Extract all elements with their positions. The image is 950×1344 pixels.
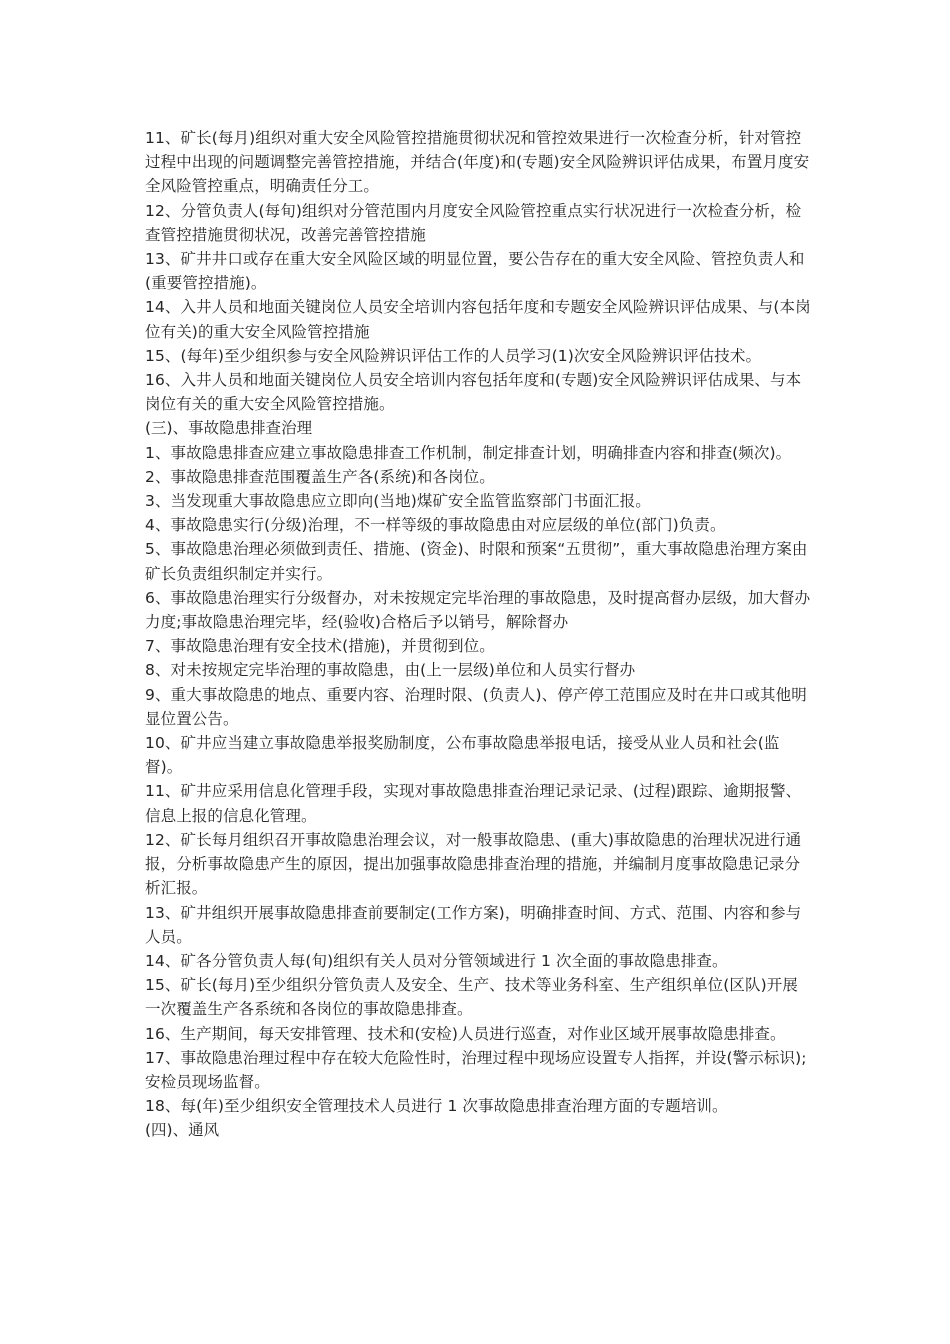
paragraph-item-13-work-plan: 13、矿井组织开展事故隐患排查前要制定(工作方案)，明确排查时间、方式、范围、内容和参与人员。 (145, 903, 802, 946)
paragraph-item-11-informatization: 11、矿井应采用信息化管理手段，实现对事故隐患排查治理记录记录、(过程)跟踪、逾期报警、信息上报的信息化管理。 (145, 782, 802, 825)
paragraph-item-4-grading: 4、事故隐患实行(分级)治理，不一样等级的事故隐患由对应层级的单位(部门)负责。 (145, 516, 726, 535)
paragraph-item-12-monthly-meeting: 12、矿长每月组织召开事故隐患治理会议，对一般事故隐患、(重大)事故隐患的治理状况进行通报，分析事故隐患产生的原因，提出加强事故隐患排查治理的措施，并编制月度事故隐患记录分析汇报。 (145, 830, 802, 898)
paragraph-item-17-site-command: 17、事故隐患治理过程中存在较大危险性时，治理过程中现场应设置专人指挥，并设(警示标识);安检员现场监督。 (145, 1048, 807, 1091)
section-heading-hazard-investigation: (三)、事故隐患排查治理 (145, 419, 313, 438)
document-body (145, 126, 813, 1143)
paragraph-item-15-monthly-check: 15、矿长(每月)至少组织分管负责人及安全、生产、技术等业务科室、生产组织单位(区队)开展一次覆盖生产各系统和各岗位的事故隐患排查。 (145, 976, 798, 1019)
paragraph-item-6-supervision: 6、事故隐患治理实行分级督办，对未按规定完毕治理的事故隐患，及时提高督办层级，加大督办力度;事故隐患治理完毕，经(验收)合格后予以销号，解除督办 (145, 588, 811, 632)
paragraph-item-2-scope: 2、事故隐患排查范围覆盖生产各(系统)和各岗位。 (145, 467, 495, 486)
paragraph-item-15-annual-study: 15、(每年)至少组织参与安全风险辨识评估工作的人员学习(1)次安全风险辨识评估技术。 (145, 346, 762, 365)
paragraph-item-3-report: 3、当发现重大事故隐患应立即向(当地)煤矿安全监管监察部门书面汇报。 (145, 492, 651, 511)
paragraph-item-18-annual-training: 18、每(年)至少组织安全管理技术人员进行 1 次事故隐患排查治理方面的专题培训。 (145, 1097, 728, 1116)
section-heading-ventilation: (四)、通风 (145, 1121, 220, 1140)
paragraph-item-7-technical-measures: 7、事故隐患治理有安全技术(措施)，并贯彻到位。 (145, 637, 495, 656)
paragraph-item-12-risk-check: 12、分管负责人(每旬)组织对分管范围内月度安全风险管控重点实行状况进行一次检查分析，检查管控措施贯彻状况，改善完善管控措施 (145, 201, 802, 244)
paragraph-item-10-reward-system: 10、矿井应当建立事故隐患举报奖励制度，公布事故隐患举报电话，接受从业人员和社会(监督)。 (145, 734, 780, 777)
paragraph-item-14-ten-day-check: 14、矿各分管负责人每(旬)组织有关人员对分管领域进行 1 次全面的事故隐患排查。 (145, 951, 728, 970)
paragraph-item-5-five-implementations: 5、事故隐患治理必须做到责任、措施、(资金)、时限和预案“五贯彻”，重大事故隐患治理方案由矿长负责组织制定并实行。 (145, 540, 808, 583)
paragraph-item-14-training-content: 14、入井人员和地面关键岗位人员安全培训内容包括年度和专题安全风险辨识评估成果、与(本岗位有关)的重大安全风险管控措施 (145, 298, 811, 341)
paragraph-item-9-public-notice: 9、重大事故隐患的地点、重要内容、治理时限、(负责人)、停产停工范围应及时在井口或其他明显位置公告。 (145, 685, 807, 728)
paragraph-item-8-escalation: 8、对未按规定完毕治理的事故隐患，由(上一层级)单位和人员实行督办 (145, 661, 636, 680)
paragraph-item-11-risk-review: 11、矿长(每月)组织对重大安全风险管控措施贯彻状况和管控效果进行一次检查分析，针对管控过程中出现的问题调整完善管控措施，并结合(年度)和(专题)安全风险辨识评估成果，布置月度安全风险管控重点，明确责任分工。 (145, 129, 810, 196)
paragraph-item-1-mechanism: 1、事故隐患排查应建立事故隐患排查工作机制，制定排查计划，明确排查内容和排查(频次)。 (145, 443, 792, 462)
paragraph-item-16-training-content: 16、入井人员和地面关键岗位人员安全培训内容包括年度和(专题)安全风险辨识评估成果、与本岗位有关的重大安全风险管控措施。 (145, 371, 802, 414)
paragraph-item-13-risk-notice: 13、矿井井口或存在重大安全风险区域的明显位置，要公告存在的重大安全风险、管控负责人和(重要管控措施)。 (145, 250, 805, 293)
paragraph-item-16-daily-patrol: 16、生产期间，每天安排管理、技术和(安检)人员进行巡查，对作业区域开展事故隐患排查。 (145, 1024, 786, 1043)
